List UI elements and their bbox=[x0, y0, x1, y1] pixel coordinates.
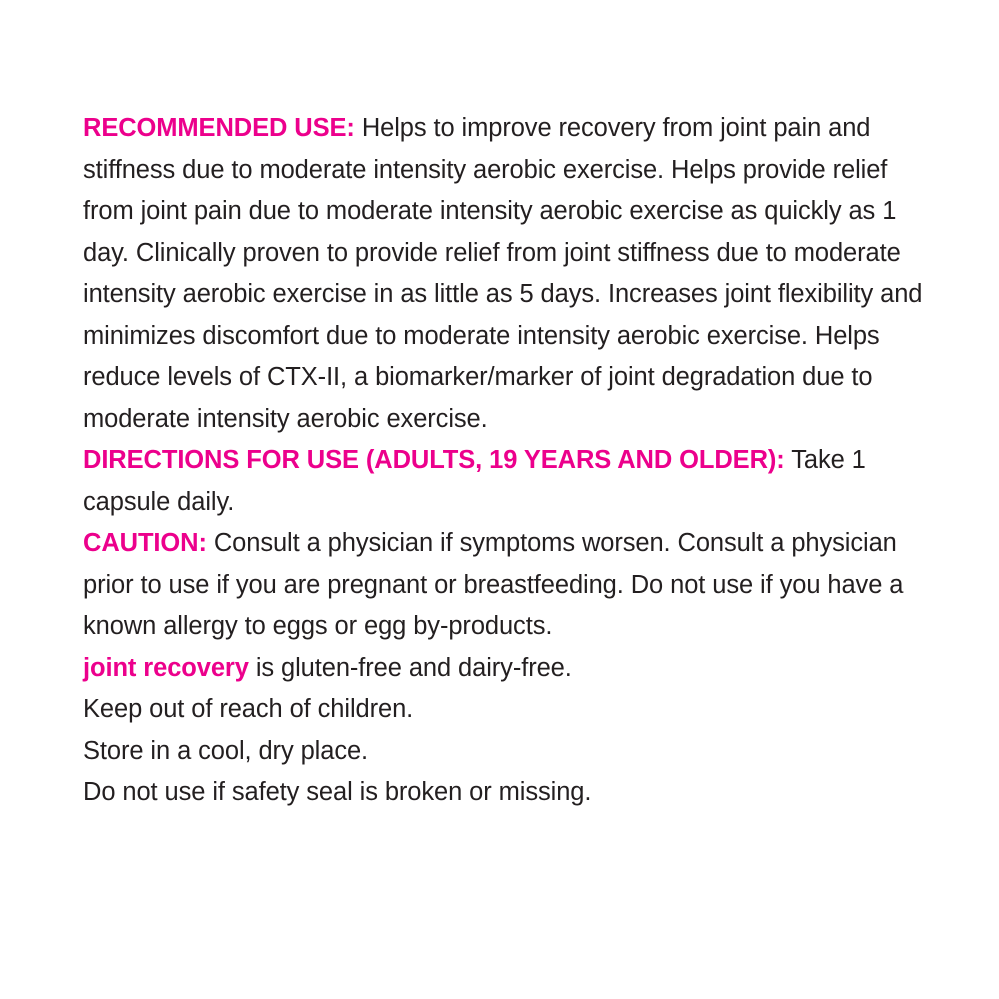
notice-keep-out-of-reach: Keep out of reach of children. bbox=[83, 695, 414, 723]
directions-for-use-heading: DIRECTIONS FOR USE (ADULTS, 19 YEARS AND OLDER): bbox=[83, 446, 785, 474]
directions-for-use-body: Take 1 capsule daily. bbox=[83, 446, 866, 516]
brand-allergen-line bbox=[83, 648, 935, 690]
caution-heading: CAUTION: bbox=[83, 529, 207, 557]
brand-name: joint recovery bbox=[83, 653, 249, 682]
recommended-use-body: Helps to improve recovery from joint pain and stiffness due to moderate intensity aerobic exercise. Helps provide relief from joint pain due to moderate intensity aerobic exercise as quickly as 1 day. Clinically proven to provide relief from joint stiffness due to moderate intensity aerobic exercise in as little as 5 days. Increases joint flexibility and minimizes discomfort due to moderate intensity aerobic exercise. Helps reduce levels of CTX-II, a biomarker/marker of joint degradation due to moderate intensity aerobic exercise. bbox=[83, 114, 923, 433]
directions-for-use-section bbox=[83, 440, 935, 523]
caution-section bbox=[83, 523, 935, 648]
recommended-use-section bbox=[83, 108, 935, 440]
supplement-label-text bbox=[83, 108, 935, 814]
notice-storage: Store in a cool, dry place. bbox=[83, 736, 369, 765]
brand-allergen-body: is gluten-free and dairy-free. bbox=[248, 653, 572, 682]
caution-body: Consult a physician if symptoms worsen. Consult a physician prior to use if you are pregnant or breastfeeding. Do not use if you have a known allergy to eggs or egg by-products. bbox=[83, 529, 904, 640]
recommended-use-heading: RECOMMENDED USE: bbox=[83, 114, 355, 142]
notice-safety-seal: Do not use if safety seal is broken or missing. bbox=[83, 778, 592, 806]
